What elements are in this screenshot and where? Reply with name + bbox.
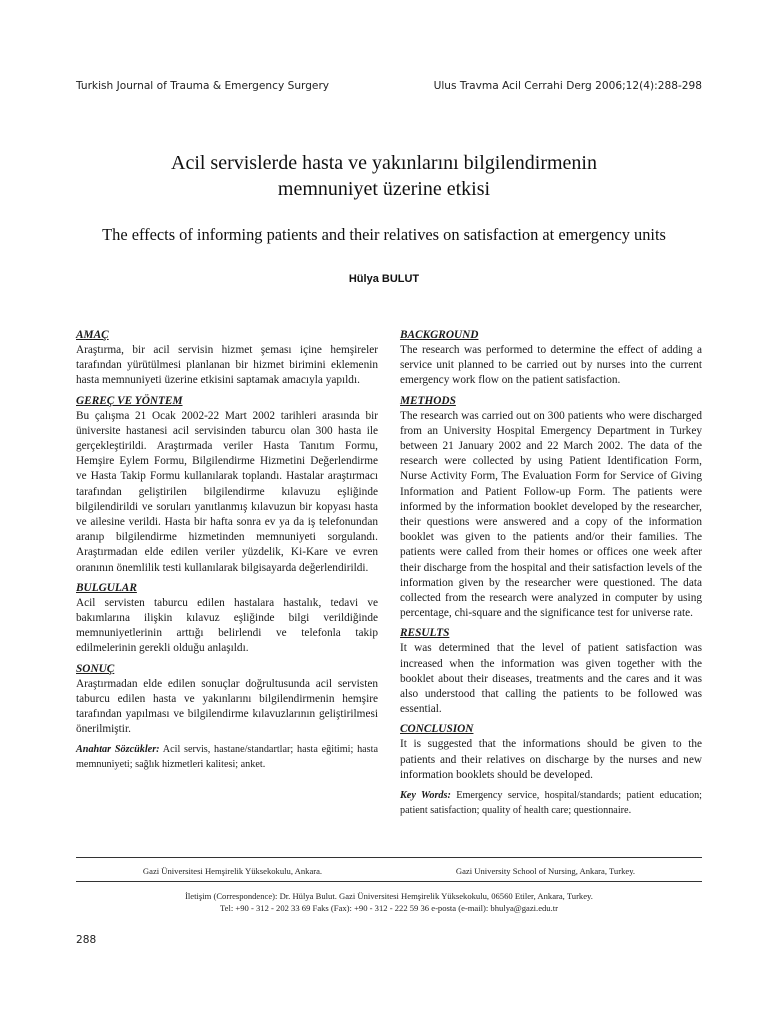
turkish-abstract: [76, 328, 378, 772]
section-heading: CONCLUSION: [400, 723, 474, 736]
section-bulgular: [76, 581, 378, 657]
journal-citation: Ulus Travma Acil Cerrahi Derg 2006;12(4):288-298: [433, 80, 702, 92]
section-amac: [76, 328, 378, 389]
affiliation-turkish: Gazi Üniversitesi Hemşirelik Yüksekokulu, Ankara.: [142, 866, 323, 876]
running-header: [76, 80, 702, 92]
section-body: Bu çalışma 21 Ocak 2002-22 Mart 2002 tarihleri arasında bir üniversite hastanesi acil servisinden taburcu olan 300 hasta ile gerçekleştirildi. Araştırmada veriler Hasta Tanıtım Formu, Hemşire Eylem Formu, Bilgilendirme Hizmetini Değerlendirme ve Hasta Takip Formu kullanılarak toplandı. Hastalar araştırmacı tarafından geliştirilen bilgilendirme kılavuzu eşliğinde bilgilendirildi ve soruları yanıtlanmış kılavuzun bir kopyası hasta ve ailesine verildi. Hasta bir hafta sonra ev ya da iş telefonundan aranıp bilgilendirme hizmetinden memnuniyeti sorgulandı. Araştırmadan elde edilen veriler yüzdelik, Ki-Kare ve evren oranının önemlilik testi kullanılarak bilgisayarda değerlendirildi.: [76, 409, 378, 574]
article-title-turkish: [0, 150, 768, 202]
section-heading: METHODS: [400, 394, 456, 407]
section-body: It is suggested that the informations should be given to the patients and their relatives on discharge by the nurses and new information booklets should be developed.: [400, 738, 702, 781]
section-heading: RESULTS: [400, 627, 450, 640]
section-heading: BACKGROUND: [400, 329, 479, 341]
section-body: Araştırmadan elde edilen sonuçlar doğrultusunda acil servisten taburcu edilen hasta ve yakınlarını bilgilendirmenin hemşire tarafından yapılması ve bilgilendirme kılavuzlarının geliştirilmesi önerilmiştir.: [76, 677, 378, 736]
article-title-english: The effects of informing patients and their relatives on satisfaction at emergency units: [102, 225, 666, 244]
section-sonuc: [76, 662, 378, 738]
section-body: The research was performed to determine the effect of adding a service unit planned to be carried out by nurses into the current emergency work flow on the patient satisfaction.: [400, 344, 702, 387]
keywords-text: Emergency service, hospital/standards; patient education; patient satisfaction; quality of health care; questionnaire.: [400, 790, 703, 817]
section-methods: [400, 394, 702, 622]
section-body: It was determined that the level of patient satisfaction was increased when the information was given together with the booklet about their diseases, treatments and the cares and it was also understood that calling the patients to be followed was essential.: [400, 642, 702, 716]
page-number: 288: [76, 934, 97, 946]
section-background: [400, 328, 702, 389]
title-line-2: memnuniyet üzerine etkisi: [277, 178, 491, 200]
keywords-label: Key Words:: [400, 790, 451, 802]
section-heading: AMAÇ: [76, 329, 109, 341]
title-line-1: Acil servislerde hasta ve yakınlarını bilgilendirmenin: [171, 152, 597, 174]
section-heading: GEREÇ VE YÖNTEM: [76, 394, 183, 407]
correspondence-address: İletişim (Correspondence): Dr. Hülya Bulut. Gazi Üniversitesi Hemşirelik Yüksekokulu, 06560 Etiler, Ankara, Turkey.: [185, 891, 593, 901]
english-abstract: [400, 328, 702, 818]
section-results: [400, 626, 702, 717]
footer-divider-top: [76, 857, 702, 858]
correspondence: [76, 890, 702, 914]
section-conclusion: [400, 722, 702, 783]
footer-divider-bottom: [76, 881, 702, 882]
keywords-label: Anahtar Sözcükler:: [76, 744, 160, 756]
section-body: Acil servisten taburcu edilen hastalara hastalık, tedavi ve bakımlarına ilişkin kılavuz eşliğinde bilgi verildiğinde memnuniyetlerinin arttığı belirlendi ve telefonla takip edilmelerinin gerekli olduğu anlaşıldı.: [76, 596, 378, 655]
journal-name: Turkish Journal of Trauma & Emergency Surgery: [76, 80, 330, 92]
section-body: Araştırma, bir acil servisin hizmet şeması içine hemşireler tarafından yürütülmesi planlanan bir hizmet birimini eklemenin hasta memnuniyeti üzerine etkisini saptamak amacıyla yapıldı.: [76, 344, 378, 387]
keywords-english: [400, 788, 702, 818]
section-heading: BULGULAR: [76, 581, 137, 594]
author-name: Hülya BULUT: [348, 273, 420, 285]
keywords-turkish: [76, 742, 378, 772]
keywords-text: Acil servis, hastane/standartlar; hasta eğitimi; hasta memnuniyeti; sağlık hizmetleri kalitesi; anket.: [76, 744, 378, 771]
affiliation-row: [76, 866, 702, 876]
section-heading: SONUÇ: [76, 662, 115, 675]
section-gerec-ve-yontem: [76, 394, 378, 576]
section-body: The research was carried out on 300 patients who were discharged from an University Hospital Emergency Department in Turkey between 21 January 2002 and 22 March 2002. The data of the research were collected by using Patient Identification Form, Nurse Activity Form, The Evaluation Form for Service of Giving Information and Patient Follow-up Form. The patients were informed by the information booklet developed by the researcher, their questions were answered and a copy of the information booklet was given to the patients and/or their families. The patients were called from their homes or offices one week after their discharge from the hospital and their satisfaction levels of the information given by the researcher were questioned. The data collected from the research were analyzed in computer by using percentage, chi-square and the significance test for universe rate.: [400, 409, 702, 620]
affiliation-english: Gazi University School of Nursing, Ankara, Turkey.: [455, 866, 636, 876]
correspondence-contact: Tel: +90 - 312 - 202 33 69 Faks (Fax): +90 - 312 - 222 59 36 e-posta (e-mail): bhulya@gazi.edu.tr: [219, 903, 558, 913]
